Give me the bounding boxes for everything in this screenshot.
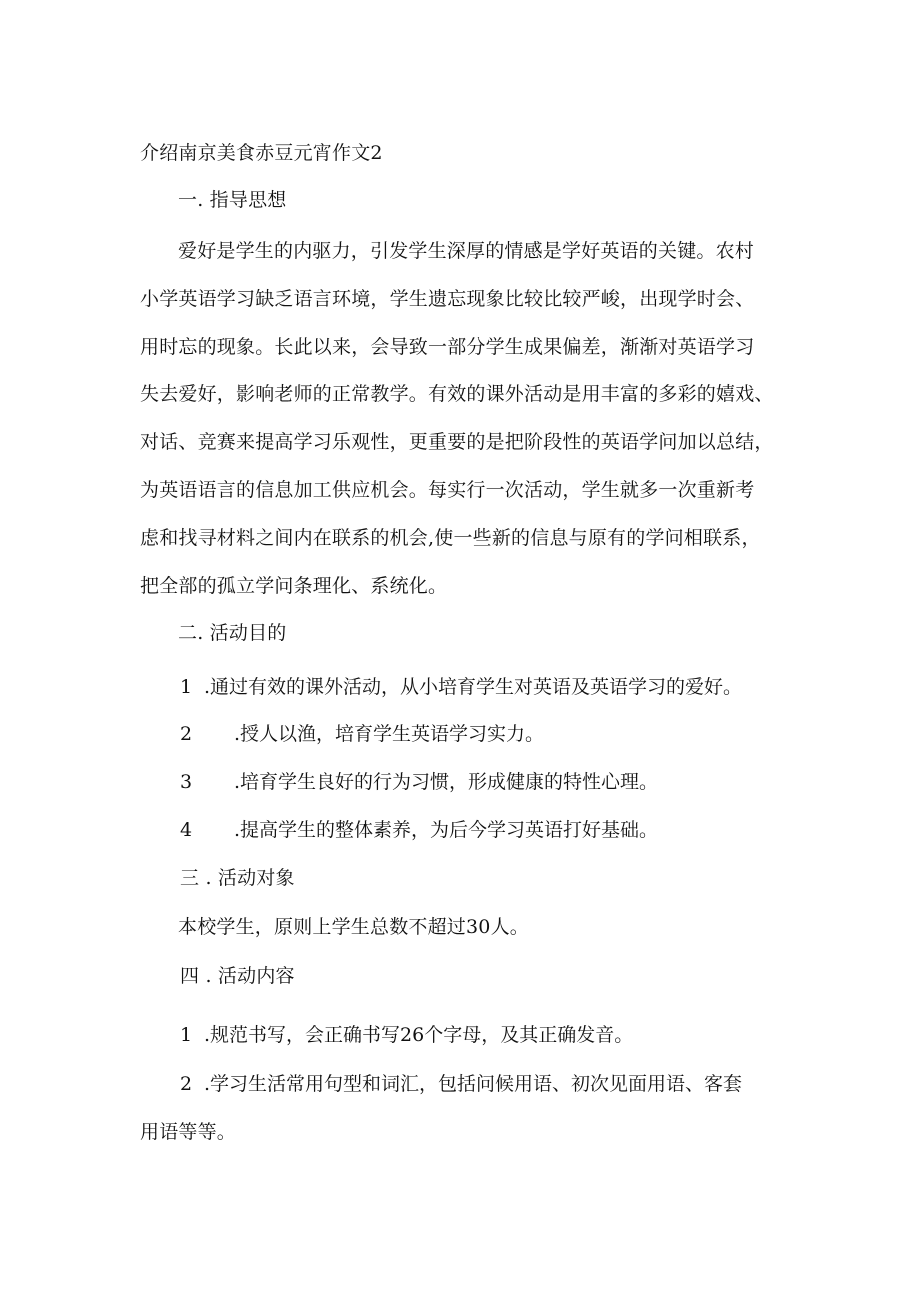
section-heading-guiding-idea: 一. 指导思想 [178, 189, 287, 211]
paragraph-line: 虑和找寻材料之间内在联系的机会,使一些新的信息与原有的学问相联系， [140, 527, 761, 549]
list-item-text: .规范书写，会正确书写26个字母，及其正确发音。 [204, 1024, 634, 1046]
list-item-number: 2 [180, 1073, 193, 1095]
paragraph-line: 对话、竞赛来提高学习乐观性，更重要的是把阶段性的英语学问加以总结， [140, 431, 774, 453]
list-item-number: 1 [180, 1024, 193, 1046]
paragraph-line: 用时忘的现象。长此以来，会导致一部分学生成果偏差，渐渐对英语学习 [140, 336, 755, 358]
list-item-number: 2 [180, 723, 193, 745]
list-item-text: .授人以渔，培育学生英语学习实力。 [234, 723, 545, 745]
paragraph-line: 失去爱好，影响老师的正常教学。有效的课外活动是用丰富的多彩的嬉戏、 [140, 383, 774, 405]
list-item-text: .培育学生良好的行为习惯，形成健康的特性心理。 [234, 771, 659, 793]
document-title: 介绍南京美食赤豆元宵作文2 [140, 142, 383, 164]
participants-text: 本校学生，原则上学生总数不超过30人。 [178, 916, 529, 938]
section-heading-objectives: 二. 活动目的 [178, 622, 287, 644]
list-item-number: 3 [180, 771, 193, 793]
section-heading-content: 四 . 活动内容 [180, 965, 295, 987]
list-item-number: 1 [180, 676, 193, 698]
paragraph-line: 用语等等。 [140, 1121, 237, 1143]
list-item-text: .通过有效的课外活动，从小培育学生对英语及英语学习的爱好。 [204, 676, 743, 698]
paragraph-line: 小学英语学习缺乏语言环境，学生遗忘现象比较比较严峻，出现学时会、 [140, 288, 755, 310]
list-item-number: 4 [180, 819, 193, 841]
paragraph-line: 把全部的孤立学问条理化、系统化。 [140, 575, 448, 597]
list-item-text: .提高学生的整体素养，为后今学习英语打好基础。 [234, 819, 659, 841]
paragraph-line: 为英语语言的信息加工供应机会。每实行一次活动，学生就多一次重新考 [140, 479, 755, 501]
section-heading-participants: 三 . 活动对象 [180, 867, 295, 889]
list-item-text: .学习生活常用句型和词汇，包括问候用语、初次见面用语、客套 [204, 1073, 743, 1095]
paragraph-line: 爱好是学生的内驱力，引发学生深厚的情感是学好英语的关键。农村 [178, 240, 755, 262]
